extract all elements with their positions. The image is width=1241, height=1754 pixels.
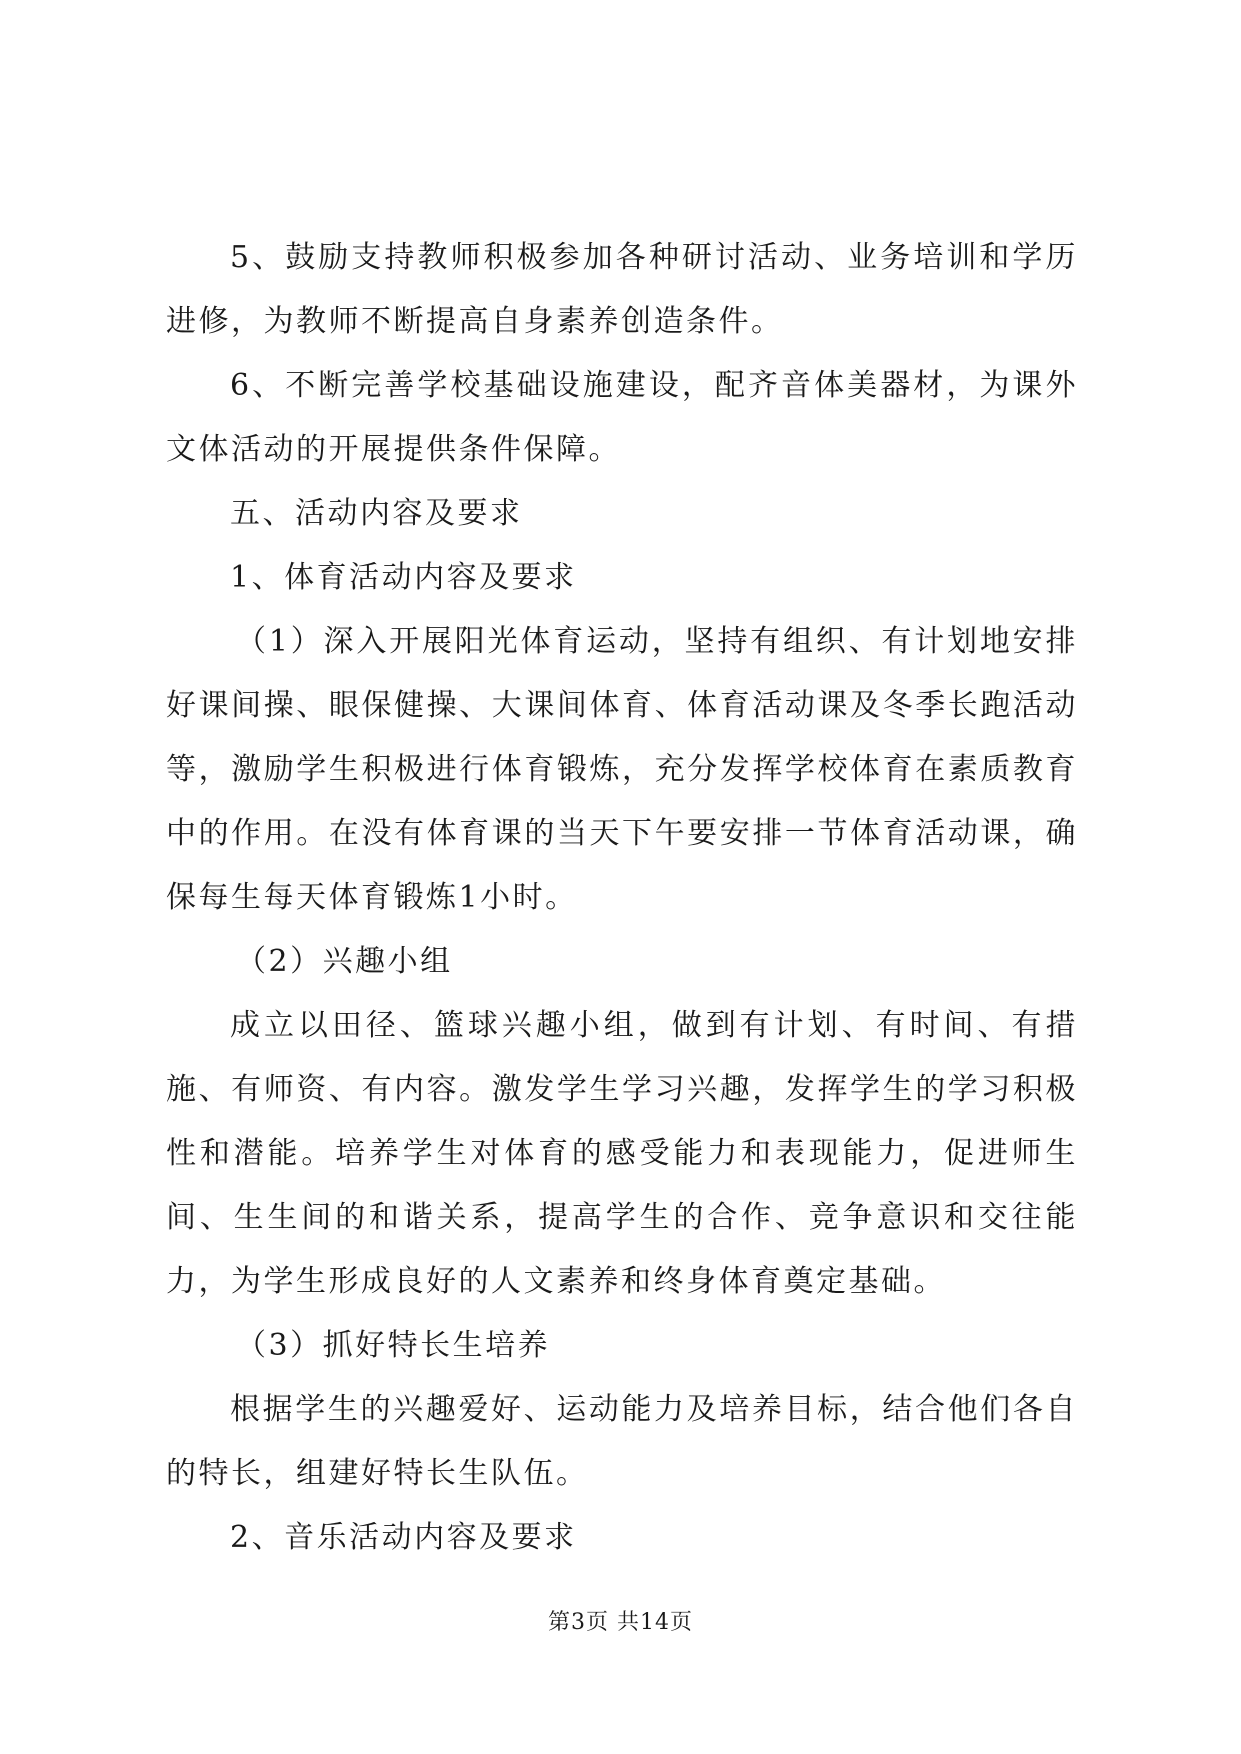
subheading-talent-training: （3）抓好特长生培养 bbox=[236, 1328, 551, 1363]
paragraph-interest-groups: 成立以田径、篮球兴趣小组，做到有计划、有时间、有措施、有师资、有内容。激发学生学习兴趣，发挥学生的学习积极性和潜能。培养学生对体育的感受能力和表现能力，促进师生间、生生间的和谐关系，提高学生的合作、竞争意识和交往能力，为学生形成良好的人文素养和终身体育奠定基础。 bbox=[166, 1008, 1078, 1299]
subsection-heading-sports: 1、体育活动内容及要求 bbox=[230, 560, 577, 595]
paragraph-talent-training: 根据学生的兴趣爱好、运动能力及培养目标，结合他们各自的特长，组建好特长生队伍。 bbox=[166, 1392, 1078, 1491]
document-body bbox=[166, 226, 1078, 1570]
page-number-footer: 第3页 共14页 bbox=[548, 1610, 693, 1635]
subsection-heading-music: 2、音乐活动内容及要求 bbox=[230, 1520, 577, 1555]
subheading-interest-groups: （2）兴趣小组 bbox=[236, 944, 453, 979]
paragraph-sunshine-sports: （1）深入开展阳光体育运动，坚持有组织、有计划地安排好课间操、眼保健操、大课间体育、体育活动课及冬季长跑活动等，激励学生积极进行体育锻炼，充分发挥学校体育在素质教育中的作用。在没有体育课的当天下午要安排一节体育活动课，确保每生每天体育锻炼1小时。 bbox=[166, 624, 1078, 915]
section-heading-5: 五、活动内容及要求 bbox=[230, 496, 523, 531]
paragraph-item-5: 5、鼓励支持教师积极参加各种研讨活动、业务培训和学历进修，为教师不断提高自身素养创造条件。 bbox=[166, 240, 1078, 339]
paragraph-item-6: 6、不断完善学校基础设施建设，配齐音体美器材，为课外文体活动的开展提供条件保障。 bbox=[166, 368, 1078, 467]
